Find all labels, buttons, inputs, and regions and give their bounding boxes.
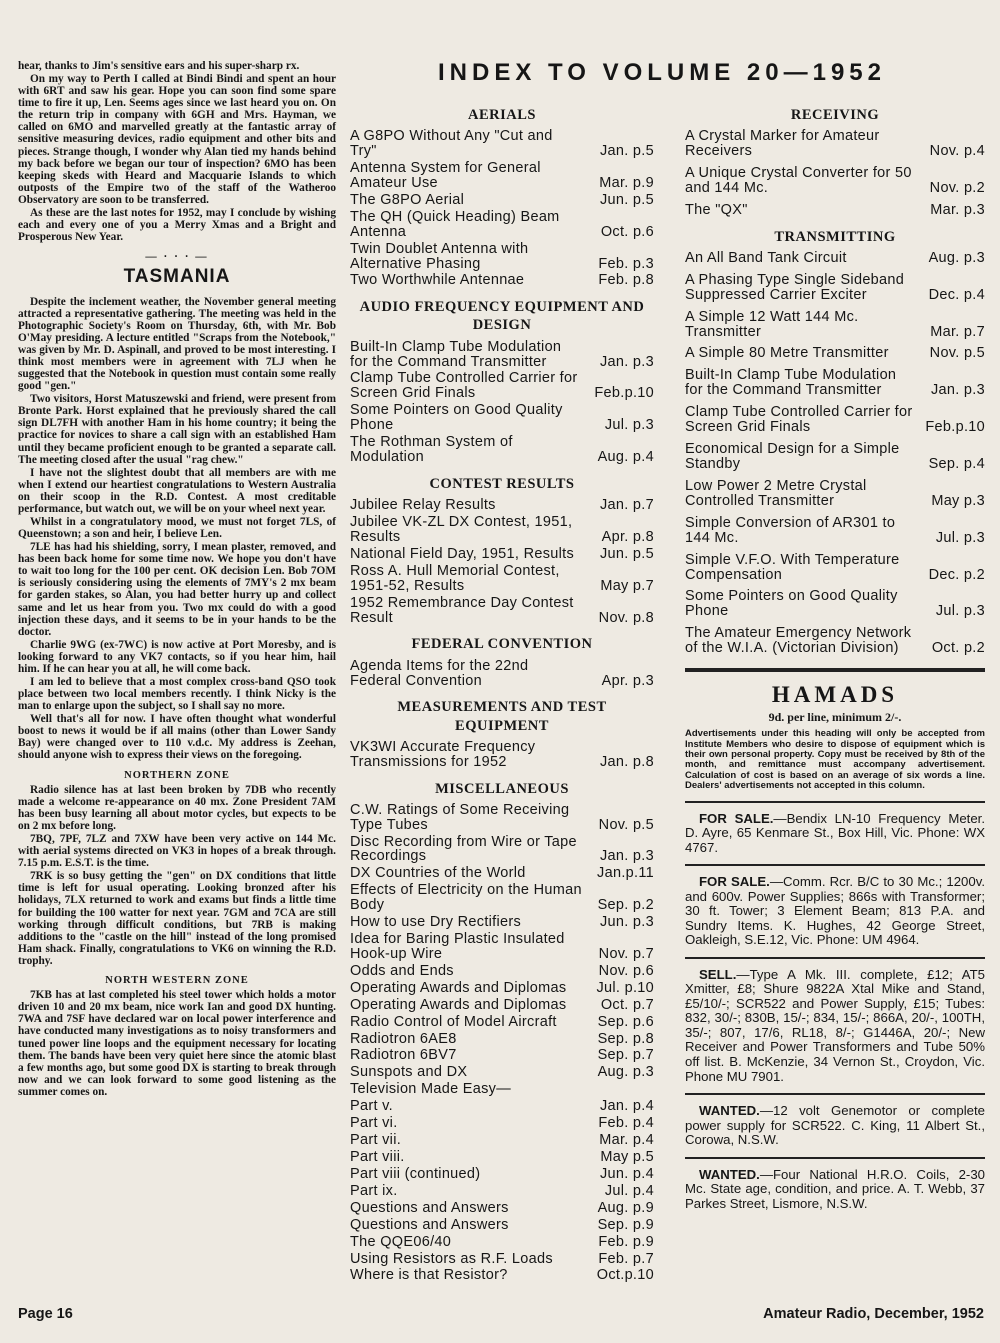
index-entry: [350, 1032, 654, 1047]
index-entry-ref: Sep. p.8: [597, 1030, 654, 1047]
index-entry-ref: May p.5: [600, 1149, 654, 1166]
left-column: [18, 60, 336, 1099]
index-entry-ref: Jul. p.3: [935, 603, 985, 620]
paragraph: 7RK is so busy getting the "gen" on DX conditions that little time is left for usual operating. Looking bronzed after his holidays, 7LX returned to work and exams but finds a little time for building the 100 watter for next year. 7GM and 7CA are still working through difficult conditions, but 7RB is making additions to the "castle on the hill" instead of the long promised Ham shack. Finally, congratulations to VK6 on winning the R.D. trophy.: [18, 870, 336, 967]
index-entry-ref: Apr. p.3: [601, 672, 654, 689]
index-entry-ref: Jan. p.3: [931, 382, 985, 399]
index-entry: [685, 166, 985, 196]
index-entry: [350, 883, 654, 913]
index-entry: [685, 479, 985, 509]
classified-ad: [685, 812, 985, 856]
index-entry: [350, 1048, 654, 1063]
index-entry: [685, 129, 985, 159]
index-entry-ref: Mar. p.9: [599, 174, 654, 191]
north-western-zone-notes: [18, 989, 336, 1098]
index-entry-title: A Phasing Type Single Sideband Suppressed Carrier Exciter: [685, 271, 905, 303]
index-entry: [350, 515, 654, 545]
index-entry-title: Clamp Tube Controlled Carrier for Screen Grid Finals: [685, 404, 913, 436]
index-entry-ref: Jan. p.3: [600, 353, 654, 370]
index-entry-title: Part vi.: [350, 1115, 398, 1132]
index-entry-ref: Oct. p.7: [600, 996, 654, 1013]
index-entry: [350, 1184, 654, 1199]
index-entry-ref: Oct.p.10: [596, 1267, 654, 1284]
index-entry-title: How to use Dry Rectifiers: [350, 914, 522, 931]
index-entry-title: Disc Recording from Wire or Tape Recordings: [350, 833, 577, 865]
index-entry: [350, 498, 654, 513]
index-entry-title: A Simple 12 Watt 144 Mc. Transmitter: [685, 308, 859, 340]
index-entry: [350, 1099, 654, 1114]
page-number: Page 16: [18, 1306, 73, 1322]
index-right-column: [685, 96, 985, 1211]
index-entry: [350, 596, 654, 626]
index-entry-title: A Unique Crystal Converter for 50 and 144 Mc.: [685, 164, 912, 196]
ad-lead: FOR SALE.: [699, 874, 770, 890]
ad-lead: SELL.: [699, 966, 737, 982]
index-entry-ref: Mar. p.3: [930, 201, 985, 218]
index-entry: [350, 564, 654, 594]
index-entry: [350, 1235, 654, 1250]
index-category-heading: MEASUREMENTS AND TEST EQUIPMENT: [397, 699, 607, 734]
index-entry-title: Part viii.: [350, 1149, 405, 1166]
index-entry: [685, 442, 985, 472]
index-entry-title: C.W. Ratings of Some Receiving Type Tubes: [350, 801, 570, 833]
index-entry-title: An All Band Tank Circuit: [685, 249, 847, 266]
index-entry: [350, 964, 654, 979]
index-entry-title: Sunspots and DX: [350, 1064, 468, 1081]
paragraph: 7KB has at last completed his steel tower which holds a motor driven 10 and 20 mx beam, nice work Ian and good DX hunting. 7WA and 7SF have declared war on local power interference and have conducted many investigations as to noisy transformers and tuned power line loops and the equipment necessary for locating them. The bands have been very quiet here since the atomic blast a few months ago, but some good DX is starting to break through now and we can look forward to some good listening as the summer comes on.: [18, 989, 336, 1098]
ad-text: —Four National H.R.O. Coils, 2-30 Mc. State age, condition, and price. A. T. Webb, 37 Parkes Street, Lismore, N.S.W.: [685, 1166, 985, 1211]
index-entry: [350, 1116, 654, 1131]
index-entry-title: Television Made Easy—: [350, 1081, 512, 1098]
index-entry: [350, 210, 654, 240]
paragraph: Charlie 9WG (ex-7WC) is now active at Port Moresby, and is looking forward to any VK7 contacts, so if you hear him, hail him. If he can hear you at all, he will come back.: [18, 638, 336, 675]
publication-footer: Amateur Radio, December, 1952: [763, 1306, 984, 1322]
index-entry-ref: Jun. p.5: [600, 191, 654, 208]
index-entry: [350, 659, 654, 689]
paragraph: Despite the inclement weather, the November general meeting attracted a representative gathering. The meeting was held in the Photographic Society's Room on Thursday, 6th, with Mr. Bob O'May presiding. A lecture entitled "Scraps from the Notebook," was given by Mr. D. Aspinall, and proved to be most interesting. I think most members were in agreement with 7LJ when he suggested that the Notebook in question must contain some really good "gen.": [18, 295, 336, 393]
index-entry-ref: Mar. p.4: [599, 1132, 654, 1149]
index-entry-title: Ross A. Hull Memorial Contest, 1951-52, Results: [350, 562, 560, 594]
classified-ad: [685, 875, 985, 948]
ad-divider: [685, 957, 985, 959]
index-entry-title: Part ix.: [350, 1182, 398, 1199]
index-middle-column: [350, 96, 654, 1285]
index-entry: [350, 1167, 654, 1182]
ad-text: —Bendix LN-10 Frequency Meter. D. Ayre, 65 Kenmare St., Box Hill, Vic. Phone: WX 4767.: [685, 810, 985, 855]
index-entry-ref: Jul. p.3: [935, 529, 985, 546]
index-entry-title: Effects of Electricity on the Human Body: [350, 882, 582, 914]
index-entry: [685, 346, 985, 361]
index-entry-title: Twin Doublet Antenna with Alternative Phasing: [350, 240, 529, 272]
classified-ad: [685, 1168, 985, 1212]
index-entry-ref: May p.3: [931, 492, 985, 509]
index-entry: [350, 1082, 654, 1097]
index-title: INDEX TO VOLUME 20—1952: [438, 59, 886, 86]
index-entry: [685, 626, 985, 656]
index-entry-title: Low Power 2 Metre Crystal Controlled Transmitter: [685, 477, 867, 509]
index-entry-title: 1952 Remembrance Day Contest Result: [350, 594, 574, 626]
index-entry: [350, 803, 654, 833]
index-entry-ref: Nov. p.5: [598, 816, 654, 833]
index-entry-ref: Sep. p.7: [597, 1047, 654, 1064]
index-entry-ref: Apr. p.8: [601, 528, 654, 545]
index-entry-ref: Nov. p.2: [929, 179, 985, 196]
index-entry-title: A Crystal Marker for Amateur Receivers: [685, 128, 880, 160]
index-entry: [685, 405, 985, 435]
index-category-heading: RECEIVING: [790, 107, 880, 123]
index-entry: [350, 1268, 654, 1283]
paragraph: Well that's all for now. I have often thought what wonderful boost to news it would be if all mains (other than Lower Sandy Bay) were changed over to 110 v.d.c. My address is Zeehan, should anyone wish to express their views on the foregoing.: [18, 713, 336, 762]
index-entry: [350, 1252, 654, 1267]
index-entry-ref: Jun. p.4: [600, 1165, 654, 1182]
paragraph: I am led to believe that a most complex cross-band QSO took place between two local members recently. I think Nicky is the man to enlarge upon the subject, so I shall say no more.: [18, 676, 336, 713]
index-entry-ref: Oct. p.6: [600, 223, 654, 240]
index-entry: [350, 403, 654, 433]
section-divider: — · · · —: [145, 251, 209, 264]
index-entry-title: A Simple 80 Metre Transmitter: [685, 345, 889, 362]
index-entry-ref: Feb. p.3: [598, 255, 654, 272]
index-entry: [350, 273, 654, 288]
ad-lead: WANTED.: [699, 1166, 760, 1182]
index-entry: [685, 368, 985, 398]
index-entry-ref: Feb.p.10: [594, 385, 654, 402]
index-entry-ref: Feb. p.4: [598, 1115, 654, 1132]
index-entry: [350, 835, 654, 865]
index-entry-ref: Jan.p.11: [597, 865, 654, 882]
index-entry: [350, 1015, 654, 1030]
index-category-heading: AERIALS: [468, 107, 536, 123]
index-entry-ref: Jan. p.5: [600, 143, 654, 160]
index-entry-title: Operating Awards and Diplomas: [350, 996, 567, 1013]
index-entry: [350, 1133, 654, 1148]
paragraph: Two visitors, Horst Matuszewski and friend, were present from Bronte Park. Horst explained that he previously shared the call sign DL7FH with another Ham in his home country; it being the practice for novices to share a call sign with an established Ham until they became proficient enough to be granted a separate call. The meeting closed after the usual "rag chew.": [18, 393, 336, 466]
index-entry: [350, 915, 654, 930]
index-entry: [350, 740, 654, 770]
index-entry-ref: Sep. p.6: [597, 1013, 654, 1030]
hamads-title: HAMADS: [771, 682, 899, 708]
index-entry-title: Two Worthwhile Antennae: [350, 272, 525, 289]
intro-notes: [18, 60, 336, 243]
index-entry-title: DX Countries of the World: [350, 865, 526, 882]
ad-divider: [685, 864, 985, 866]
index-entry: [350, 371, 654, 401]
index-entry: [685, 589, 985, 619]
index-entry-ref: Jan. p.4: [600, 1098, 654, 1115]
northern-zone-heading: NORTHERN ZONE: [124, 769, 230, 781]
index-entry-title: Agenda Items for the 22nd Federal Convention: [350, 657, 529, 689]
index-entry-ref: Jun. p.3: [600, 914, 654, 931]
index-entry-title: Odds and Ends: [350, 962, 454, 979]
hamads-list: [685, 801, 985, 1211]
index-entry: [350, 998, 654, 1013]
index-entry: [350, 1150, 654, 1165]
index-entry-ref: Sep. p.2: [597, 897, 654, 914]
index-entry-ref: Feb. p.8: [598, 272, 654, 289]
index-entry-title: Where is that Resistor?: [350, 1267, 508, 1284]
index-entry-ref: Sep. p.4: [928, 456, 985, 472]
index-entry-title: The "QX": [685, 201, 748, 218]
index-entry-ref: Jan. p.8: [600, 753, 654, 770]
index-entry-title: Simple V.F.O. With Temperature Compensation: [685, 551, 900, 583]
index-entry-title: The Rothman System of Modulation: [350, 434, 513, 466]
index-entry-ref: Oct. p.2: [931, 640, 985, 657]
index-entry-ref: Jan. p.7: [600, 497, 654, 514]
index-entry-ref: Feb. p.7: [598, 1250, 654, 1267]
index-entry: [685, 251, 985, 266]
paragraph: Whilst in a congratulatory mood, we must not forget 7LS, of Queenstown; a son and heir, I believe Len.: [18, 515, 336, 541]
index-entry: [350, 1218, 654, 1233]
index-entry-title: Radiotron 6AE8: [350, 1030, 457, 1047]
index-entry-ref: May p.7: [600, 577, 654, 594]
index-entry-title: Economical Design for a Simple Standby: [685, 441, 900, 472]
index-entry-ref: Feb. p.9: [598, 1233, 654, 1250]
index-category-heading: MISCELLANEOUS: [435, 780, 569, 797]
ad-lead: FOR SALE.: [699, 810, 774, 826]
ad-text: —Comm. Rcr. B/C to 30 Mc.; 1200v. and 600v. Power Supplies; 866s with Transformer; 30 ft. Tower; 3 Element Beam; 813 P.A. and Sundry Items. K. Hughes, 42 George Street, Oakleigh, S.E.12, Vic. Phone: UM 4964.: [685, 874, 986, 948]
index-entry: [350, 435, 654, 465]
index-category-heading: FEDERAL CONVENTION: [411, 636, 593, 653]
index-entry-ref: Sep. p.9: [597, 1216, 654, 1233]
index-entry-title: The Amateur Emergency Network of the W.I.A. (Victorian Division): [685, 625, 912, 657]
hamads-rule: [685, 668, 985, 672]
index-entry-ref: Jul. p.3: [604, 417, 654, 434]
index-entry-ref: Jul. p.4: [604, 1182, 654, 1199]
index-entry-title: Some Pointers on Good Quality Phone: [685, 588, 898, 620]
index-entry-ref: Nov. p.6: [598, 962, 654, 979]
index-category-heading: CONTEST RESULTS: [429, 475, 575, 492]
classified-ad: [685, 968, 985, 1084]
index-entry-ref: Aug. p.4: [597, 449, 654, 466]
index-entry-title: A G8PO Without Any "Cut and Try": [350, 128, 553, 160]
index-entry-title: Clamp Tube Controlled Carrier for Screen Grid Finals: [350, 370, 578, 402]
index-entry-ref: Feb.p.10: [925, 419, 985, 436]
tasmania-notes: [18, 296, 336, 762]
index-entry-title: Some Pointers on Good Quality Phone: [350, 402, 563, 434]
index-entry-ref: Dec. p.4: [928, 286, 985, 303]
ad-divider: [685, 1093, 985, 1095]
index-entry: [685, 553, 985, 583]
index-entry: [685, 273, 985, 303]
index-entry-ref: Nov. p.7: [598, 945, 654, 962]
index-entry: [350, 242, 654, 272]
index-entry-title: Idea for Baring Plastic Insulated Hook-up Wire: [350, 931, 565, 962]
index-entry-ref: Nov. p.8: [598, 609, 654, 626]
index-entry-title: Antenna System for General Amateur Use: [350, 159, 541, 191]
ad-lead: WANTED.: [699, 1103, 760, 1119]
ad-text: —12 volt Genemotor or complete power supply for SCR522. C. King, 11 Albert St., Corowa, N.S.W.: [685, 1103, 985, 1148]
index-entry-ref: Aug. p.9: [597, 1199, 654, 1216]
classified-ad: [685, 1104, 985, 1148]
index-entry: [685, 310, 985, 340]
paragraph: 7LE has had his shielding, sorry, I mean plaster, removed, and has been back home for some time now. We hope you don't have to wait too long for the 100 per cent. OK decision Len. Bob 7OM is seriously considering using the elements of 7MY's 2 mx beam for garden stakes, so Alan, you had better hurry up and collect same and let us hear from you. Two mx could do with a good injection these days, and it seems to be in your hands to be the doctor.: [18, 541, 336, 638]
index-entry-title: Built-In Clamp Tube Modulation for the Command Transmitter: [685, 367, 897, 399]
index-entry-ref: Nov. p.4: [929, 143, 985, 160]
index-entry-ref: Mar. p.7: [930, 323, 985, 340]
index-entry-ref: Aug. p.3: [597, 1064, 654, 1081]
index-entry-title: Using Resistors as R.F. Loads: [350, 1250, 553, 1267]
paragraph: hear, thanks to Jim's sensitive ears and his super-sharp rx.: [18, 60, 300, 72]
paragraph: 7BQ, 7PF, 7LZ and 7XW have been very active on 144 Mc. with aerial systems directed on VK3 in hopes of a break through. 7.15 p.m. E.S.T. is the time.: [18, 833, 336, 870]
index-entry-title: The QH (Quick Heading) Beam Antenna: [350, 208, 560, 240]
index-entry: [350, 161, 654, 191]
index-entry-ref: Jul. p.10: [596, 979, 654, 996]
index-entry-title: National Field Day, 1951, Results: [350, 545, 575, 562]
index-entry: [350, 932, 654, 962]
index-category-heading: TRANSMITTING: [774, 228, 896, 245]
paragraph: Radio silence has at last been broken by 7DB who recently made a welcome re-appearance on 40 mx. Zone President 7AM has been busy learning all about motor cycles, but expects to be on 2 mx before long.: [18, 783, 336, 833]
index-entry-title: Part viii (continued): [350, 1165, 481, 1182]
index-entry: [350, 981, 654, 996]
index-entry-ref: Jun. p.5: [600, 545, 654, 562]
index-entry-title: Questions and Answers: [350, 1216, 509, 1233]
index-entry-ref: Aug. p.3: [928, 249, 985, 266]
index-entry: [350, 866, 654, 881]
index-entry: [350, 193, 654, 208]
paragraph: I have not the slightest doubt that all members are with me when I extend our heartiest congratulations to Western Australia on their scoop in the R.D. Contest. A most creditable performance, but watch out, we will be on your wheel next year.: [18, 466, 336, 515]
index-entry-title: Radiotron 6BV7: [350, 1047, 457, 1064]
index-entry-title: The G8PO Aerial: [350, 191, 465, 208]
hamads-note: Advertisements under this heading will only be accepted from Institute Members who desire to dispose of equipment which is their own personal property. Copy must be received by 8th of the month, and remittance must accompany advertisement. Calculation of cost is based on an average of six words a line. Dealers' advertisements not accepted in this column.: [685, 728, 985, 792]
index-entry-ref: Dec. p.2: [928, 566, 985, 583]
index-entry: [350, 129, 654, 159]
ad-divider: [685, 801, 985, 803]
index-entry-title: Questions and Answers: [350, 1199, 509, 1216]
index-entry: [350, 1065, 654, 1080]
index-category-heading: AUDIO FREQUENCY EQUIPMENT AND DESIGN: [359, 299, 645, 334]
hamads-rate: 9d. per line, minimum 2/-.: [768, 710, 902, 725]
index-entry-title: Simple Conversion of AR301 to 144 Mc.: [685, 514, 896, 546]
index-entry: [685, 203, 985, 218]
paragraph: As these are the last notes for 1952, may I conclude by wishing each and every one of you a Merry Xmas and a Bright and Prosperous New Year.: [18, 206, 336, 244]
north-western-zone-heading: NORTH WESTERN ZONE: [105, 974, 249, 986]
index-entry-title: VK3WI Accurate Frequency Transmissions for 1952: [350, 738, 536, 770]
index-entry-title: Built-In Clamp Tube Modulation for the Command Transmitter: [350, 338, 562, 370]
index-entry: [350, 547, 654, 562]
index-entry-ref: Nov. p.5: [929, 345, 985, 362]
index-entry-title: Part v.: [350, 1098, 393, 1115]
index-entry-title: Part vii.: [350, 1132, 402, 1149]
index-entry-title: Jubilee Relay Results: [350, 497, 496, 514]
ad-divider: [685, 1157, 985, 1159]
index-entry: [685, 516, 985, 546]
index-entry-ref: Jan. p.3: [600, 848, 654, 865]
index-entry-title: Radio Control of Model Aircraft: [350, 1013, 557, 1030]
index-entry-title: Operating Awards and Diplomas: [350, 979, 567, 996]
tasmania-heading: TASMANIA: [123, 266, 231, 288]
index-entry-title: The QQE06/40: [350, 1233, 452, 1250]
right-index-sections: [685, 106, 985, 656]
index-entry: [350, 340, 654, 370]
northern-zone-notes: [18, 784, 336, 967]
index-entry: [350, 1201, 654, 1216]
index-entry-title: Jubilee VK-ZL DX Contest, 1951, Results: [350, 514, 573, 545]
ad-text: —Type A Mk. III. complete, £12; AT5 Xmitter, £8; Shure 9822A Xtal Mike and Stand, £5/10/-; SCR522 and Power Supply, £15; Tubes: 832, 30/-; 830B, 15/-; 834, 15/-; 866A, 20/-, 100TH, 35/-; 807, 17/6, RL18, 8/-; G1446A, 20/-; New Receiver and Power Transformers and Tube 50% off list. B. McKenzie, 34 Vernon St., Croydon, Vic. Phone MU 7901.: [685, 966, 985, 1084]
paragraph: On my way to Perth I called at Bindi Bindi and spent an hour with 6RT and saw his gear. Hope you can soon find some spare time to fire it up, Len. Seems ages since we last heard you on. On the return trip in company with 6GH and Mrs. Hayman, we called on 6MO and marvelled greatly at the fantastic array of sensitive measuring devices, radio equipment and other bits and pieces. Strange though, I wonder why Alan tied my hands behind my back before we began our tour of inspection? 6MO has been keeping skeds with Heard and Macquarie Islands to which outposts of the Empire two of the staff of the Watheroo Observatory are soon to be transferred.: [18, 73, 336, 206]
